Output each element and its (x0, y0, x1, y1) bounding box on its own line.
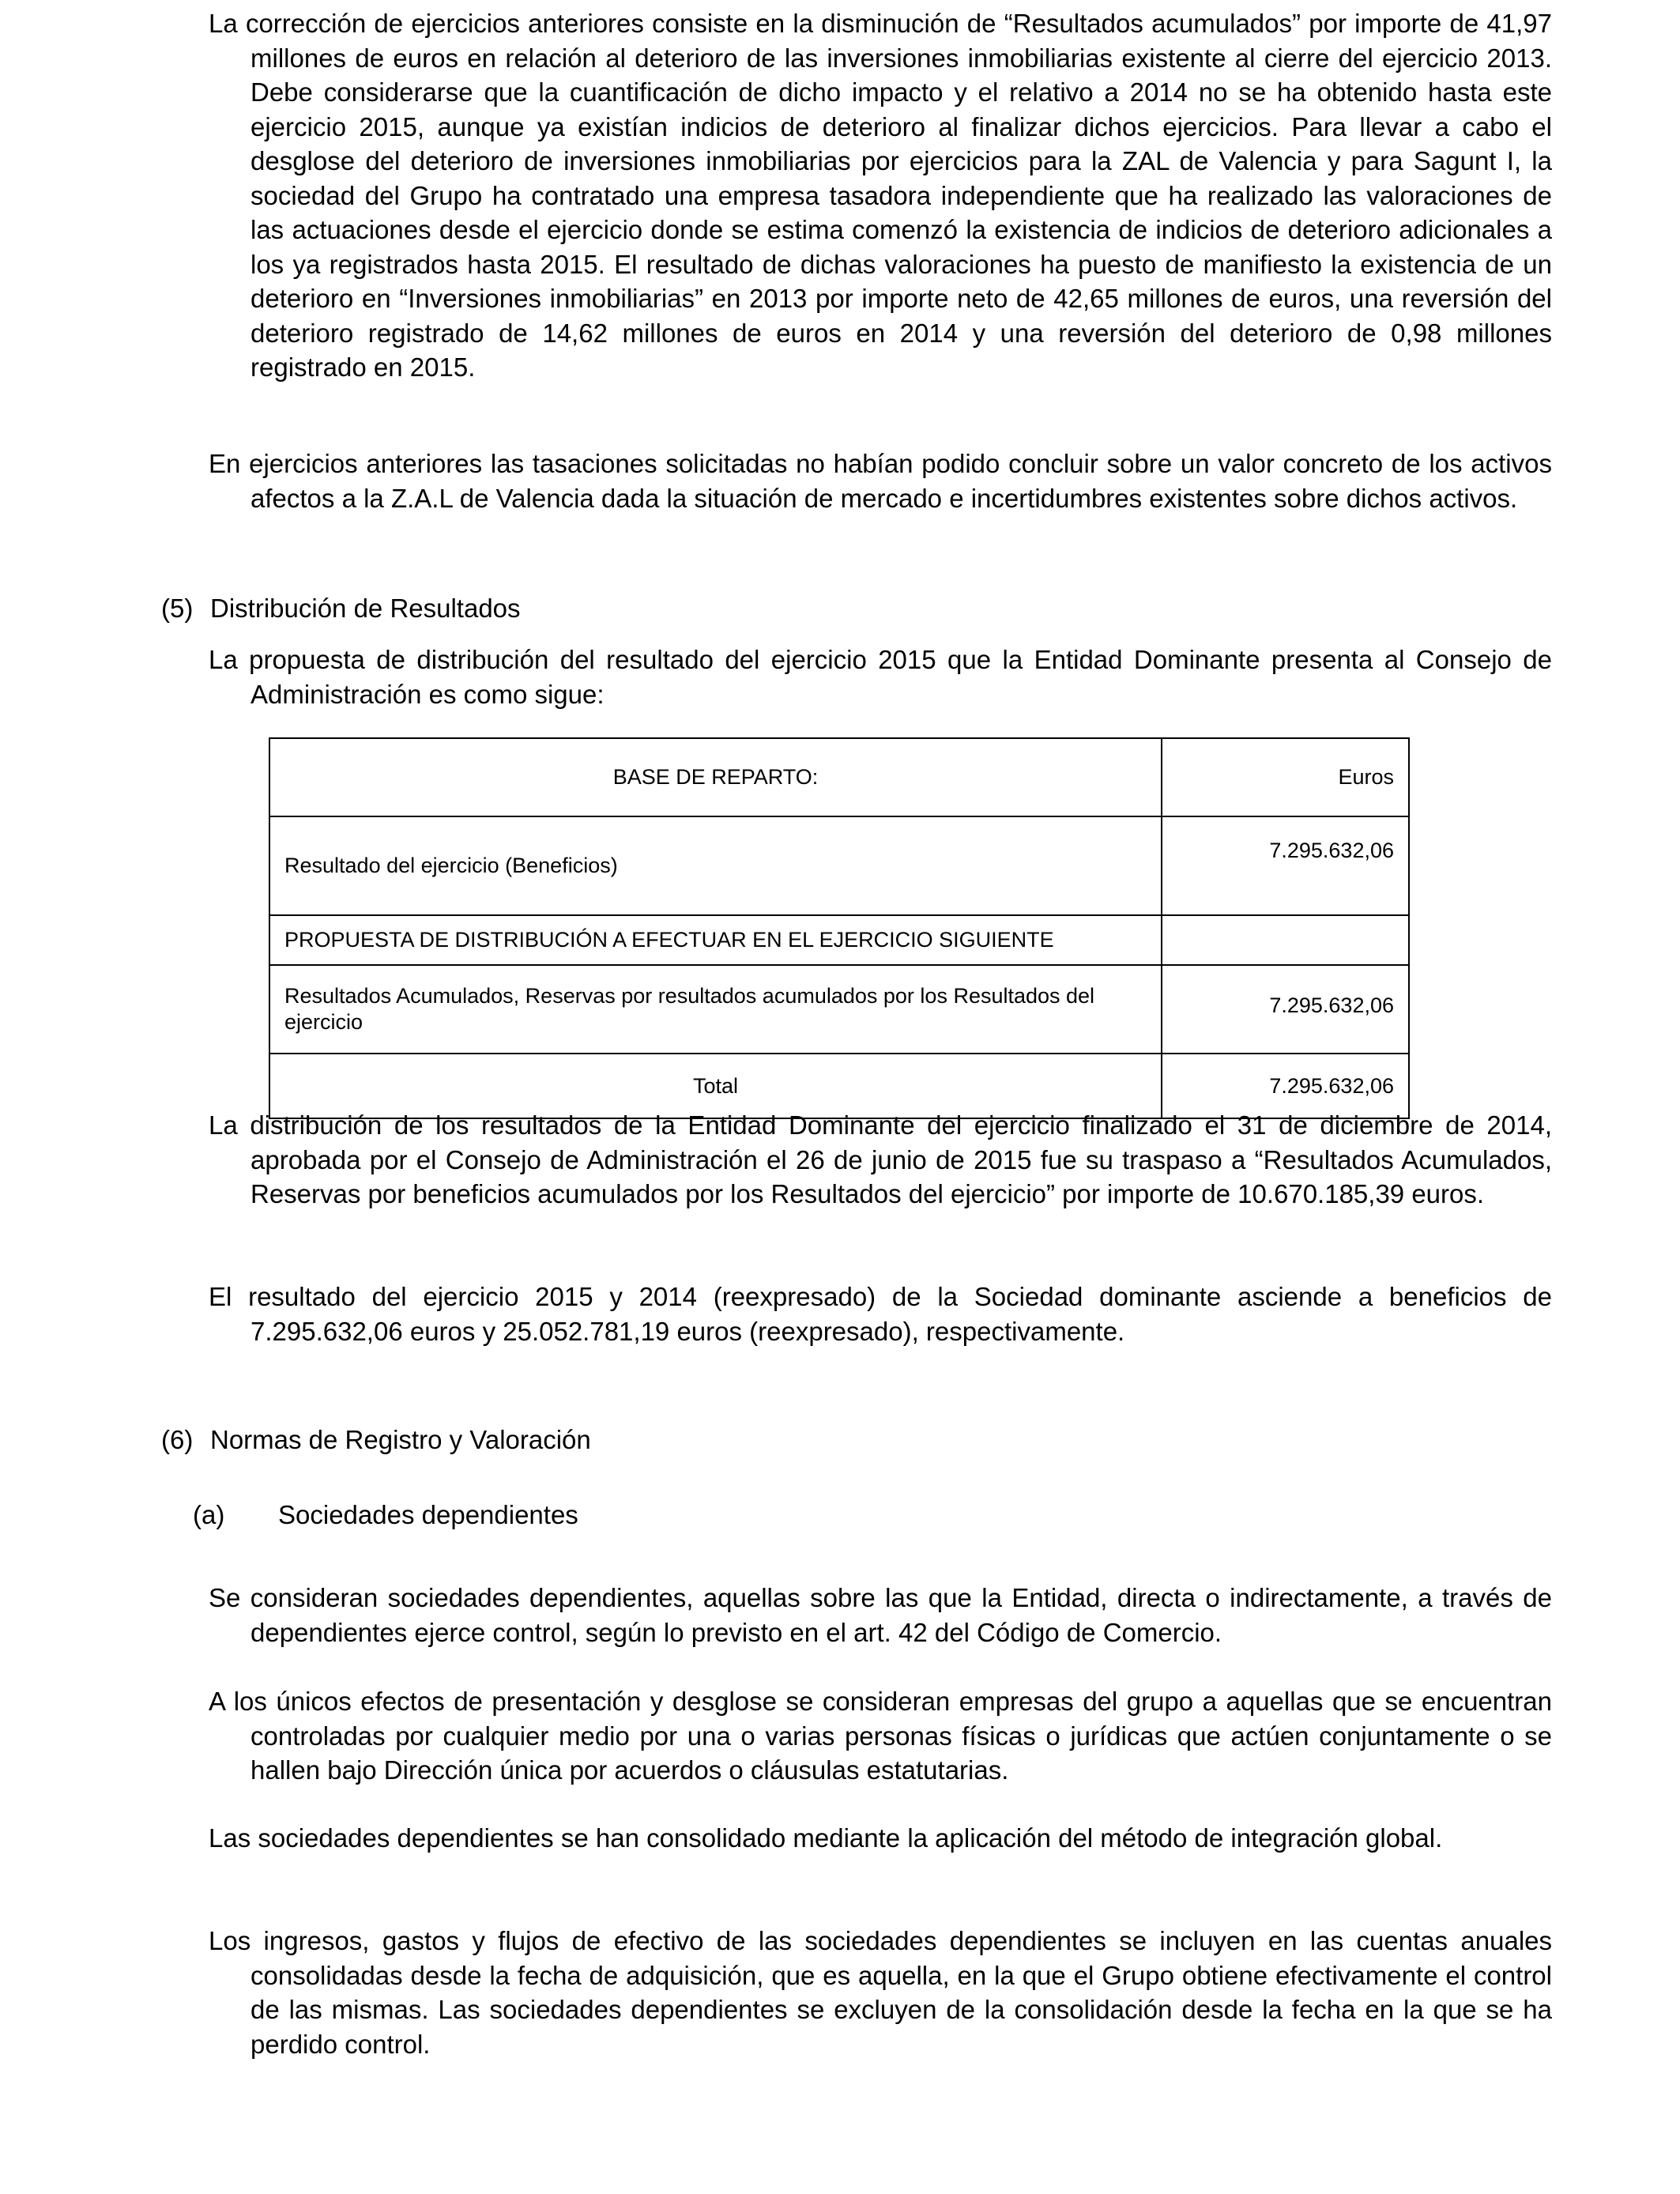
table-row (269, 816, 1409, 915)
table-cell-empty (1162, 915, 1409, 965)
table-header-currency: Euros (1162, 738, 1409, 816)
paragraph-distribution-proposal: La propuesta de distribución del resultado del ejercicio 2015 que la Entidad Dominante presenta al Consejo de Administración es como sigue: (209, 645, 1552, 709)
paragraph-dependents-definition: Se consideran sociedades dependientes, aquellas sobre las que la Entidad, directa o indirectamente, a través de dependientes ejerce control, según lo previsto en el art. 42 del Código de Comercio. (209, 1583, 1552, 1647)
paragraph-prior-appraisals: En ejercicios anteriores las tasaciones solicitadas no habían podido concluir sobre un valor concreto de los activos afectos a la Z.A.L de Valencia dada la situación de mercado e incertidumbres existentes sobre dichos activos. (209, 449, 1552, 513)
paragraph-2014-distribution: La distribución de los resultados de la Entidad Dominante del ejercicio finalizado el 31 de diciembre de 2014, aprobada por el Consejo de Administración el 26 de junio de 2015 fue su traspaso a “Resultados Acumulados, Reservas por beneficios acumulados por los Resultados del ejercicio” por importe de 10.670.185,39 euros. (209, 1110, 1552, 1208)
table-cell-label: Resultado del ejercicio (Beneficios) (269, 816, 1162, 915)
distribution-table (269, 737, 1410, 1119)
paragraph-results-summary: El resultado del ejercicio 2015 y 2014 (reexpresado) de la Sociedad dominante asciende a beneficios de 7.295.632,06 euros y 25.052.781,19 euros (reexpresado), respectivamente. (209, 1282, 1552, 1346)
section-heading-6 (161, 1423, 591, 1457)
table-header-base: BASE DE REPARTO: (269, 738, 1162, 816)
section-title: Distribución de Resultados (210, 594, 521, 623)
section-heading-5 (161, 591, 521, 626)
paragraph-consolidation-method: Las sociedades dependientes se han consolidado mediante la aplicación del método de integración global. (209, 1823, 1443, 1853)
paragraph-group-companies: A los únicos efectos de presentación y desglose se consideran empresas del grupo a aquellas que se encuentran controladas por cualquier medio por una o varias personas físicas o jurídicas que actúen conjuntamente o se hallen bajo Dirección única por acuerdos o cláusulas estatutarias. (209, 1687, 1552, 1785)
table-row (269, 738, 1409, 816)
section-title: Normas de Registro y Valoración (210, 1425, 591, 1454)
subsection-title: Sociedades dependientes (278, 1500, 578, 1529)
table-cell-label: PROPUESTA DE DISTRIBUCIÓN A EFECTUAR EN EL EJERCICIO SIGUIENTE (269, 915, 1162, 965)
table-cell-label: Resultados Acumulados, Reservas por resultados acumulados por los Resultados del ejercicio (269, 965, 1162, 1054)
section-number: (6) (161, 1425, 194, 1454)
table-cell-amount: 7.295.632,06 (1162, 816, 1409, 915)
paragraph-consolidation-dates: Los ingresos, gastos y flujos de efectivo de las sociedades dependientes se incluyen en las cuentas anuales consolidadas desde la fecha de adquisición, que es aquella, en la que el Grupo obtiene efectivamente el control de las mismas. Las sociedades dependientes se excluyen de la consolidación desde la fecha en la que se ha perdido control. (209, 1926, 1552, 2059)
section-number: (5) (161, 594, 194, 623)
table-row (269, 965, 1409, 1054)
paragraph-prior-year-correction: La corrección de ejercicios anteriores consiste en la disminución de “Resultados acumulados” por importe de 41,97 millones de euros en relación al deterioro de las inversiones inmobiliarias existente al cierre del ejercicio 2013. Debe considerarse que la cuantificación de dicho impacto y el relativo a 2014 no se ha obtenido hasta este ejercicio 2015, aunque ya existían indicios de deterioro al finalizar dichos ejercicios. Para llevar a cabo el desglose del deterioro de inversiones inmobiliarias por ejercicios para la ZAL de Valencia y para Sagunt I, la sociedad del Grupo ha contratado una empresa tasadora independiente que ha realizado las valoraciones de las actuaciones desde el ejercicio donde se estima comenzó la existencia de indicios de deterioro adicionales a los ya registrados hasta 2015. El resultado de dichas valoraciones ha puesto de manifiesto la existencia de un deterioro en “Inversiones inmobiliarias” en 2013 por importe neto de 42,65 millones de euros, una reversión del deterioro registrado de 14,62 millones de euros en 2014 y una reversión del deterioro de 0,98 millones registrado en 2015. (209, 9, 1552, 382)
table-cell-total-amount: 7.295.632,06 (1162, 1054, 1409, 1118)
subsection-number: (a) (193, 1500, 225, 1529)
table-row (269, 915, 1409, 965)
table-cell-amount: 7.295.632,06 (1162, 965, 1409, 1054)
table-cell-total-label: Total (269, 1054, 1162, 1118)
subsection-heading-a (193, 1498, 578, 1532)
